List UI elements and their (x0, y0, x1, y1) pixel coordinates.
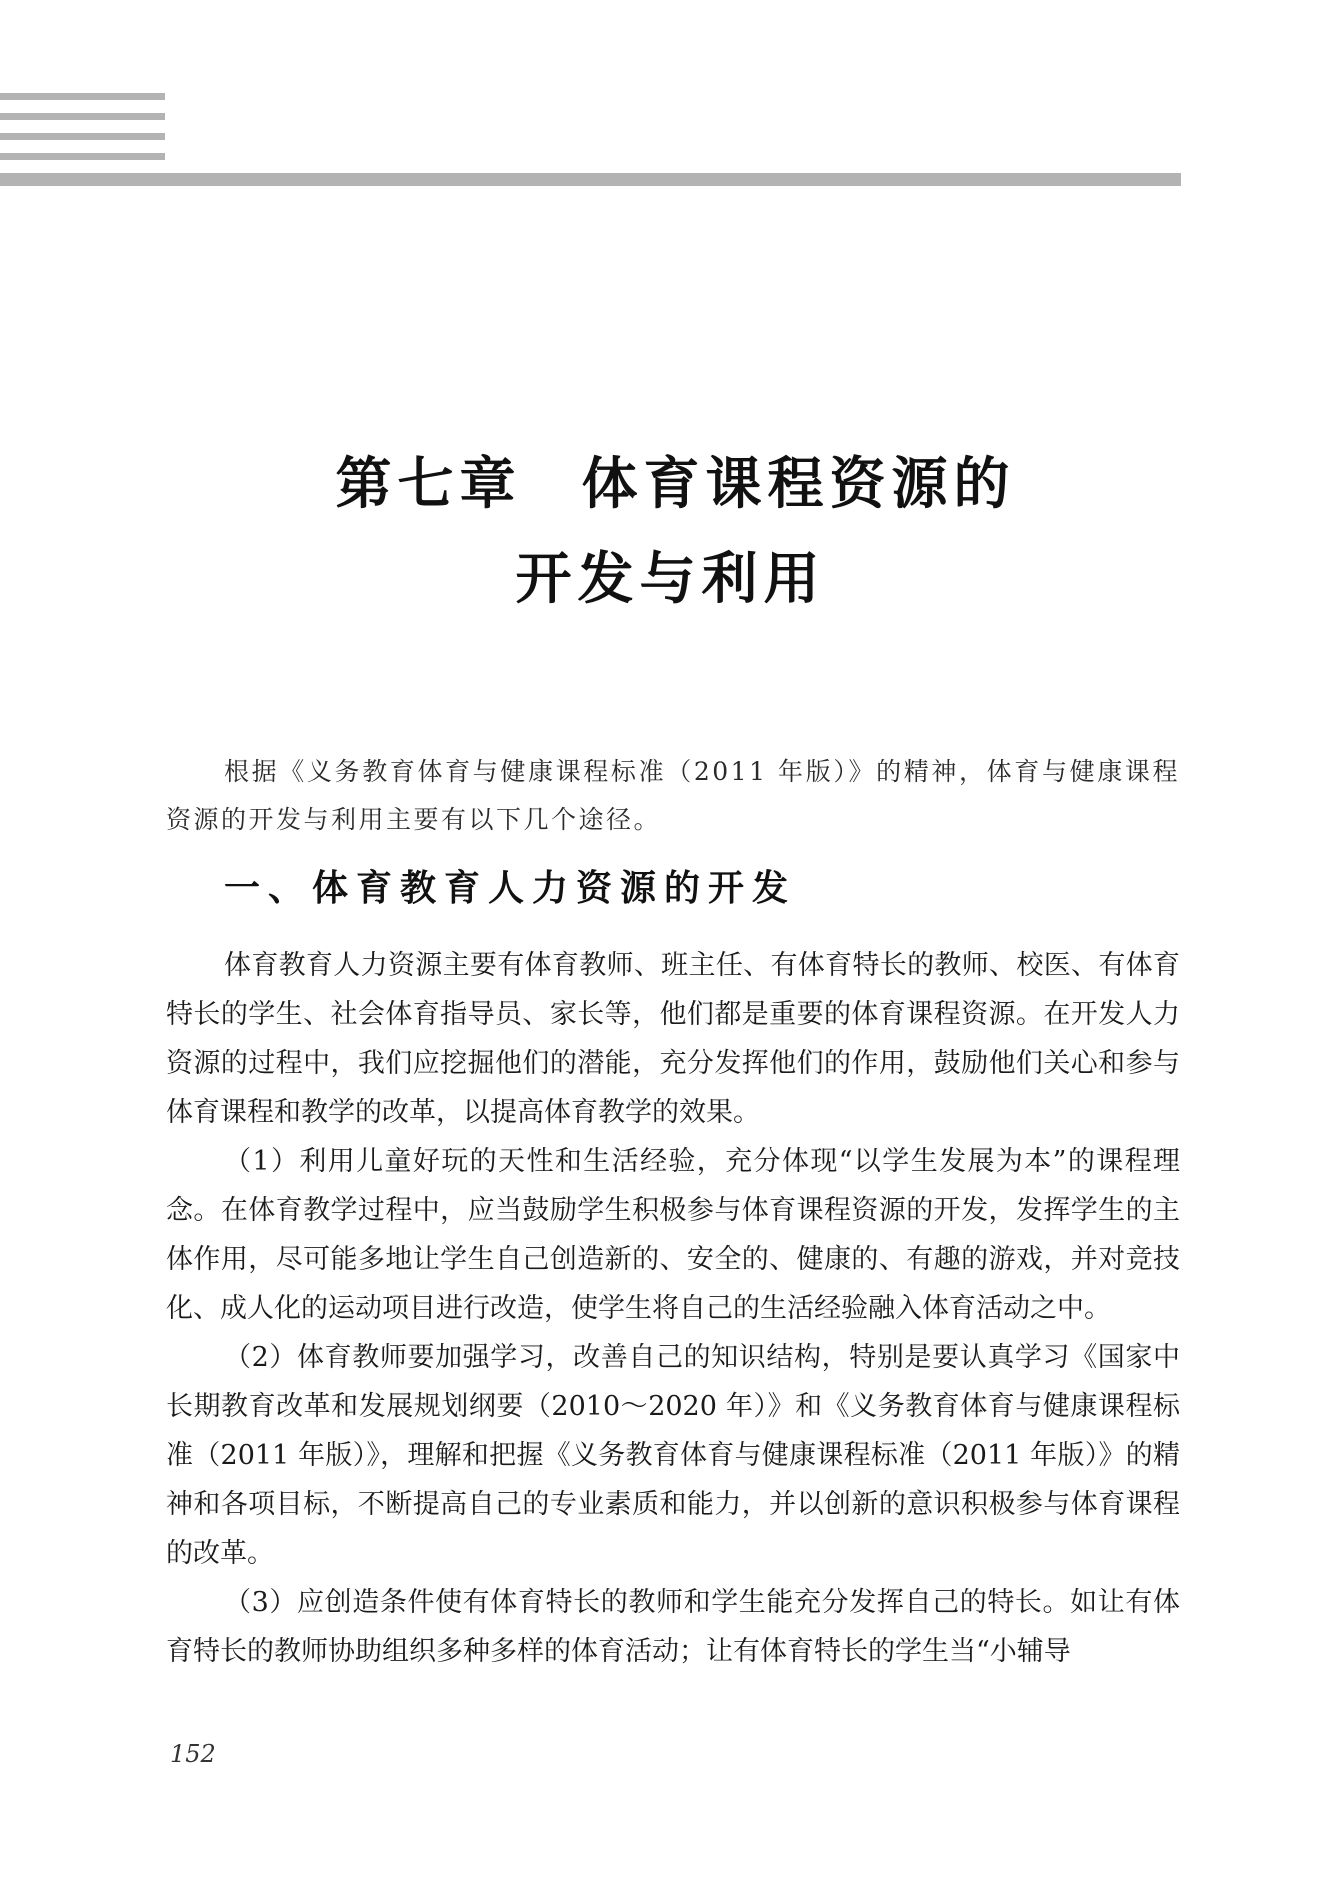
intro-paragraph: 根据《义务教育体育与健康课程标准（2011 年版）》的精神，体育与健康课程资源的开发与利用主要有以下几个途径。 (166, 757, 1180, 834)
body-paragraph: （3）应创造条件使有体育特长的教师和学生能充分发挥自己的特长。如让有体育特长的教师协助组织多种多样的体育活动；让有体育特长的学生当“小辅导 (166, 1587, 1180, 1667)
header-deco-line (0, 93, 165, 100)
header-decoration (0, 0, 1331, 200)
header-deco-band (0, 173, 1181, 186)
body-paragraph: 体育教育人力资源主要有体育教师、班主任、有体育特长的教师、校医、有体育特长的学生、社会体育指导员、家长等，他们都是重要的体育课程资源。在开发人力资源的过程中，我们应挖掘他们的潜能，充分发挥他们的作用，鼓励他们关心和参与体育课程和教学的改革，以提高体育教学的效果。 (166, 950, 1180, 1128)
page-content (166, 748, 1180, 1676)
chapter-title-part2: 体育课程资源的 (581, 452, 1016, 517)
chapter-title (0, 440, 1331, 625)
header-deco-line (0, 113, 165, 120)
header-deco-line (0, 153, 165, 160)
page-number: 152 (170, 1740, 216, 1768)
chapter-number: 第七章 (335, 452, 522, 517)
body-paragraph: （1）利用儿童好玩的天性和生活经验，充分体现“以学生发展为本”的课程理念。在体育教学过程中，应当鼓励学生积极参与体育课程资源的开发，发挥学生的主体作用，尽可能多地让学生自己创造新的、安全的、健康的、有趣的游戏，并对竞技化、成人化的运动项目进行改造，使学生将自己的生活经验融入体育活动之中。 (166, 1146, 1180, 1324)
chapter-title-line1 (0, 440, 1331, 530)
header-deco-line (0, 133, 165, 140)
body-paragraph: （2）体育教师要加强学习，改善自己的知识结构，特别是要认真学习《国家中长期教育改革和发展规划纲要（2010～2020 年）》和《义务教育体育与健康课程标准（2011 年版）》，理解和把握《义务教育体育与健康课程标准（2011 年版）》的精神和各项目标，不断提高自己的专业素质和能力，并以创新的意识积极参与体育课程的改革。 (166, 1342, 1180, 1569)
chapter-title-line2: 开发与利用 (515, 547, 826, 612)
section-heading: 一、体育教育人力资源的开发 (224, 868, 797, 909)
